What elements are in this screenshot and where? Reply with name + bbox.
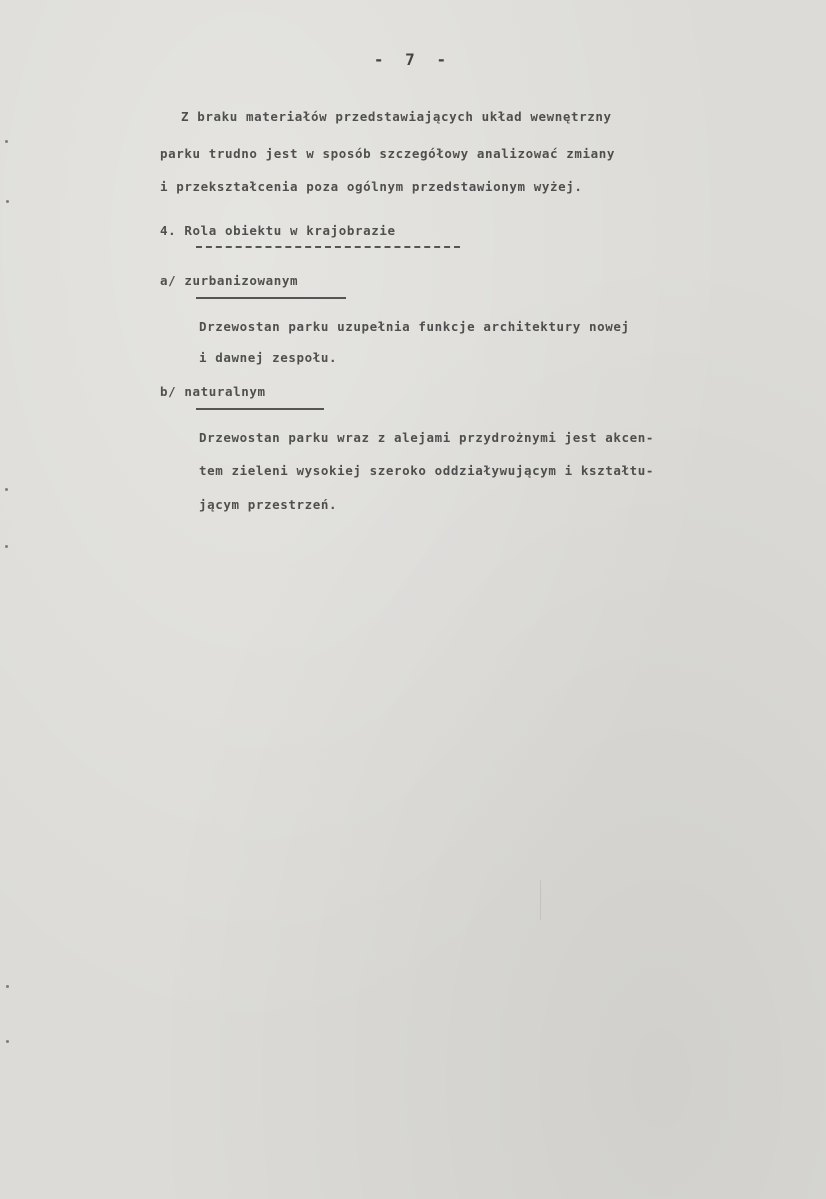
section-b-underline: [196, 408, 324, 410]
margin-speck: [6, 985, 9, 988]
margin-speck: [5, 545, 8, 548]
section-4-heading: 4. Rola obiektu w krajobrazie: [160, 223, 396, 238]
intro-line-3: i przekształcenia poza ogólnym przedstawionym wyżej.: [160, 179, 583, 194]
section-b-line-1: Drzewostan parku wraz z alejami przydrożnymi jest akcen-: [199, 430, 655, 445]
section-a-heading: a/ zurbanizowanym: [160, 273, 299, 288]
section-b-line-3: jącym przestrzeń.: [199, 497, 338, 512]
section-a-line-1: Drzewostan parku uzupełnia funkcje architektury nowej: [199, 319, 630, 334]
page-number: - 7 -: [373, 50, 453, 69]
intro-line-1: Z braku materiałów przedstawiających układ wewnętrzny: [181, 109, 612, 124]
margin-speck: [5, 140, 8, 143]
section-a-line-2: i dawnej zespołu.: [199, 350, 338, 365]
margin-speck: [5, 488, 8, 491]
section-a-underline: [196, 297, 346, 299]
margin-speck: [6, 200, 9, 203]
margin-speck: [6, 1040, 9, 1043]
section-b-line-2: tem zieleni wysokiej szeroko oddziaływującym i kształtu-: [199, 463, 655, 478]
section-4-underline: [196, 246, 460, 248]
paper-crease: [540, 880, 541, 920]
intro-line-2: parku trudno jest w sposób szczegółowy analizować zmiany: [160, 146, 616, 161]
section-b-heading: b/ naturalnym: [160, 384, 266, 399]
